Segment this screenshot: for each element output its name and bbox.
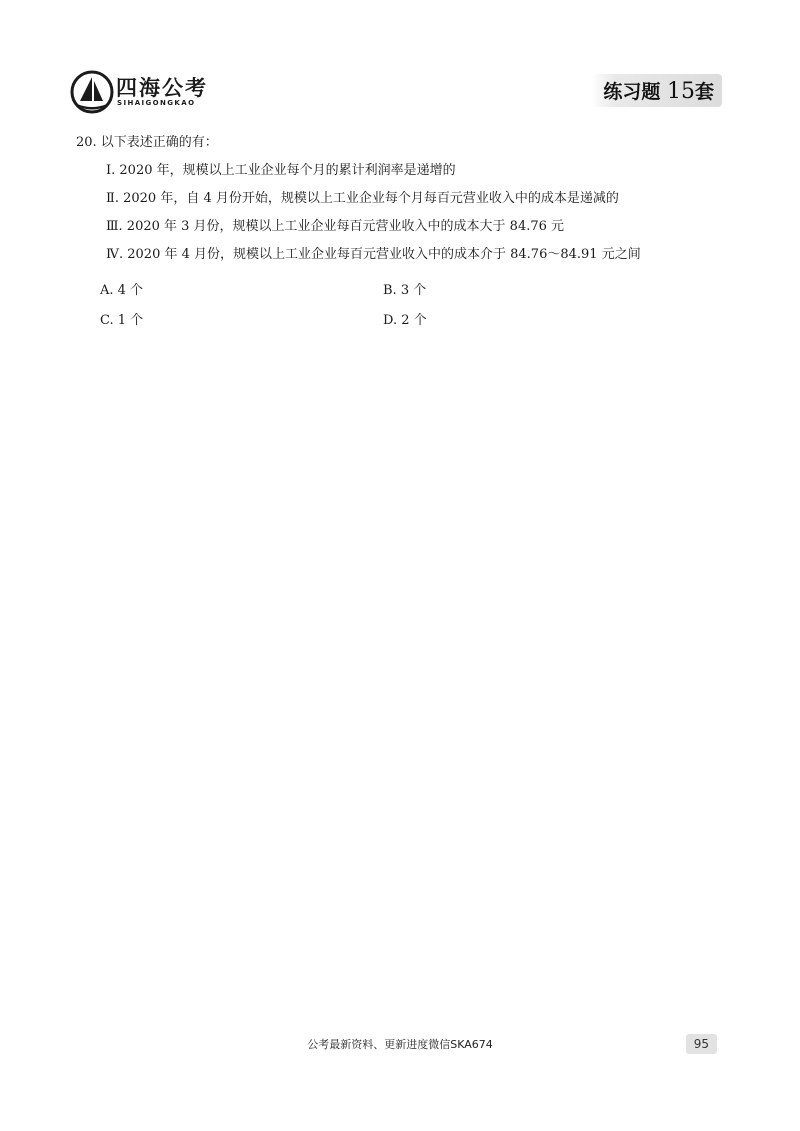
tag-number: 15 xyxy=(666,79,695,104)
statement-2: Ⅱ. 2020 年，自 4 月份开始，规模以上工业企业每个月每百元营业收入中的成本是递减的 xyxy=(106,191,619,206)
page-number: 95 xyxy=(686,1034,717,1054)
statement-3: Ⅲ. 2020 年 3 月份，规模以上工业企业每百元营业收入中的成本大于 84.76 元 xyxy=(106,219,565,234)
question-block xyxy=(76,133,736,333)
answer-options xyxy=(100,273,736,333)
option-a: A. 4 个 xyxy=(100,282,144,298)
option-c: C. 1 个 xyxy=(100,312,144,328)
question-stem: 20. 以下表述正确的有： xyxy=(76,135,218,150)
statement-4: Ⅳ. 2020 年 4 月份，规模以上工业企业每百元营业收入中的成本介于 84.76～84.91 元之间 xyxy=(106,247,641,262)
tag-prefix: 练习题 xyxy=(603,81,661,103)
option-d: D. 2 个 xyxy=(383,312,427,328)
logo-chinese-text: 四海公考 xyxy=(116,76,208,100)
brand-logo xyxy=(70,70,230,116)
tag-suffix: 套 xyxy=(694,81,714,103)
logo-english-text: SIHAIGONGKAO xyxy=(117,99,196,107)
footer-note: 公考最新资料、更新进度微信SKA674 xyxy=(307,1038,493,1051)
exercise-set-tag xyxy=(591,74,722,107)
statement-1: Ⅰ. 2020 年，规模以上工业企业每个月的累计利润率是递增的 xyxy=(106,163,456,178)
option-b: B. 3 个 xyxy=(383,282,427,298)
sailboat-logo-icon xyxy=(70,70,114,114)
